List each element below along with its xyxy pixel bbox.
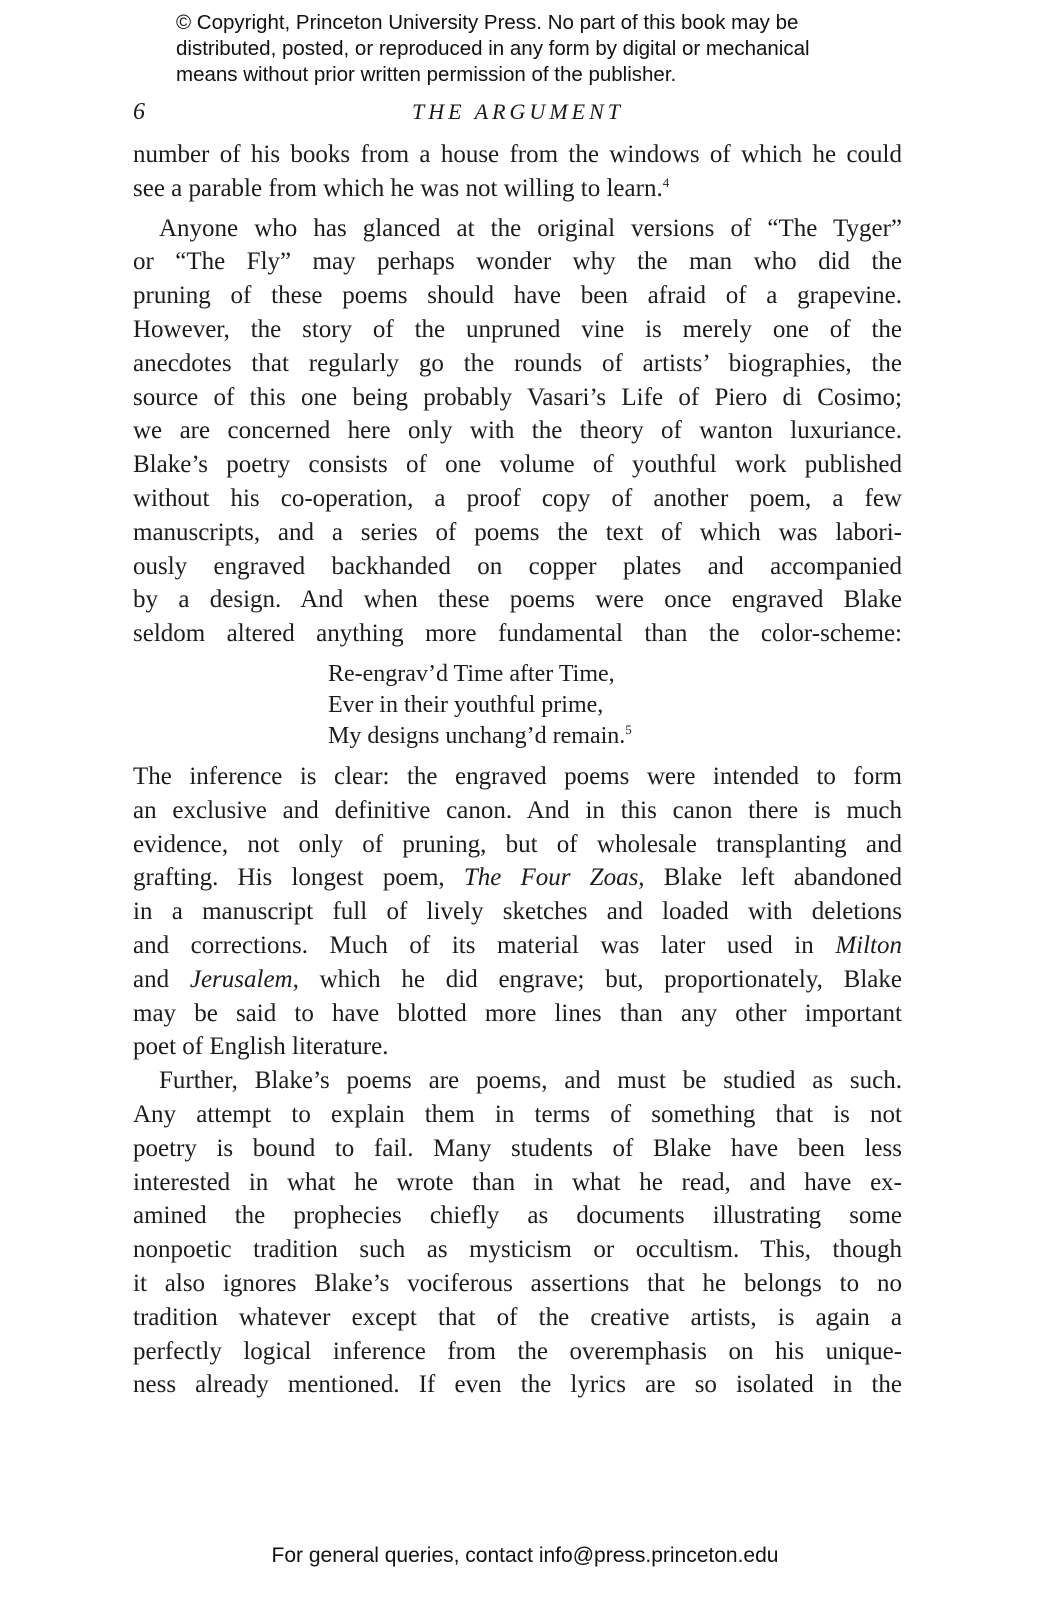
footnote-marker: 4 bbox=[662, 174, 670, 190]
text-line: However, the story of the unpruned vine is merely one of the bbox=[133, 315, 902, 343]
verse-line bbox=[328, 721, 902, 752]
text-line: tradition whatever except that of the creative artists, is again a bbox=[133, 1303, 902, 1331]
verse-line-content: My designs unchang’d remain. bbox=[328, 722, 626, 749]
paragraph bbox=[133, 1064, 902, 1402]
work-title: The Four Zoas, bbox=[463, 864, 645, 892]
body-text bbox=[133, 138, 902, 1402]
work-title: Milton bbox=[835, 931, 902, 959]
text-line: seldom altered anything more fundamental than the color-scheme: bbox=[133, 620, 902, 648]
text-line: ness already mentioned. If even the lyrics are so isolated in the bbox=[133, 1371, 902, 1399]
text-line: Blake’s poetry consists of one volume of youthful work published bbox=[133, 451, 902, 479]
text-line: ously engraved backhanded on copper plates and accompanied bbox=[133, 552, 902, 580]
page-number: 6 bbox=[133, 99, 145, 125]
text-line: or “The Fly” may perhaps wonder why the man who did the bbox=[133, 248, 902, 276]
text-segment: which he did engrave; but, proportionately, Blake bbox=[298, 965, 902, 993]
copyright-line: distributed, posted, or reproduced in any form by digital or mechanical bbox=[176, 37, 810, 60]
text-line: may be said to have blotted more lines than any other important bbox=[133, 999, 902, 1027]
text-line: without his co-operation, a proof copy of another poem, a few bbox=[133, 484, 902, 512]
text-line: number of his books from a house from the windows of which he could bbox=[133, 141, 902, 168]
text-line: perfectly logical inference from the overemphasis on his unique- bbox=[133, 1337, 902, 1365]
text-line bbox=[133, 963, 902, 997]
text-line: we are concerned here only with the theory of wanton luxuriance. bbox=[133, 417, 902, 445]
text-line: by a design. And when these poems were once engraved Blake bbox=[133, 586, 902, 614]
text-line: evidence, not only of pruning, but of wholesale transplanting and bbox=[133, 830, 902, 858]
text-line: an exclusive and definitive canon. And in this canon there is much bbox=[133, 796, 902, 824]
text-segment: Blake left abandoned bbox=[644, 864, 902, 892]
paragraph bbox=[133, 212, 902, 651]
text-line: Anyone who has glanced at the original versions of “The Tyger” bbox=[159, 214, 902, 242]
text-line bbox=[133, 172, 902, 206]
text-line: amined the prophecies chiefly as documents illustrating some bbox=[133, 1202, 902, 1230]
text-line: anecdotes that regularly go the rounds of artists’ biographies, the bbox=[133, 349, 902, 377]
verse-quotation bbox=[328, 659, 902, 752]
publisher-contact-footer: For general queries, contact info@press.princeton.edu bbox=[271, 1544, 779, 1567]
paragraph bbox=[133, 760, 902, 1064]
running-head bbox=[133, 96, 903, 128]
verse-line: Ever in their youthful prime, bbox=[328, 691, 604, 718]
text-line: source of this one being probably Vasari’s Life of Piero di Cosimo; bbox=[133, 383, 902, 411]
text-line: poetry is bound to fail. Many students of Blake have been less bbox=[133, 1134, 902, 1162]
text-line: Any attempt to explain them in terms of something that is not bbox=[133, 1100, 902, 1128]
copyright-line: means without prior written permission of the publisher. bbox=[176, 63, 677, 86]
text-segment: grafting. His longest poem, bbox=[133, 864, 464, 892]
text-line: interested in what he wrote than in what he read, and have ex- bbox=[133, 1168, 902, 1196]
text-line: in a manuscript full of lively sketches and loaded with deletions bbox=[133, 898, 902, 926]
text-line: Further, Blake’s poems are poems, and must be studied as such. bbox=[159, 1067, 902, 1095]
text-line: poet of English literature. bbox=[133, 1033, 389, 1061]
chapter-title: THE ARGUMENT bbox=[412, 99, 624, 124]
text-line: pruning of these poems should have been afraid of a grapevine. bbox=[133, 282, 902, 310]
text-line: The inference is clear: the engraved poems were intended to form bbox=[133, 762, 902, 790]
copyright-line: © Copyright, Princeton University Press. No part of this book may be bbox=[176, 11, 799, 34]
text-segment: and corrections. Much of its material was later used in bbox=[133, 931, 836, 959]
text-line bbox=[133, 929, 902, 963]
text-line-content: see a parable from which he was not willing to learn. bbox=[133, 174, 663, 202]
text-line bbox=[133, 861, 902, 895]
text-segment: and bbox=[133, 965, 190, 993]
work-title: Jerusalem, bbox=[189, 965, 299, 993]
text-line: manuscripts, and a series of poems the text of which was labori- bbox=[133, 518, 902, 546]
footnote-marker: 5 bbox=[625, 721, 632, 737]
text-line: nonpoetic tradition such as mysticism or occultism. This, though bbox=[133, 1236, 902, 1264]
paragraph bbox=[133, 138, 902, 206]
text-line: it also ignores Blake’s vociferous assertions that he belongs to no bbox=[133, 1269, 902, 1297]
copyright-notice bbox=[176, 10, 936, 88]
verse-line: Re-engrav’d Time after Time, bbox=[328, 660, 615, 687]
